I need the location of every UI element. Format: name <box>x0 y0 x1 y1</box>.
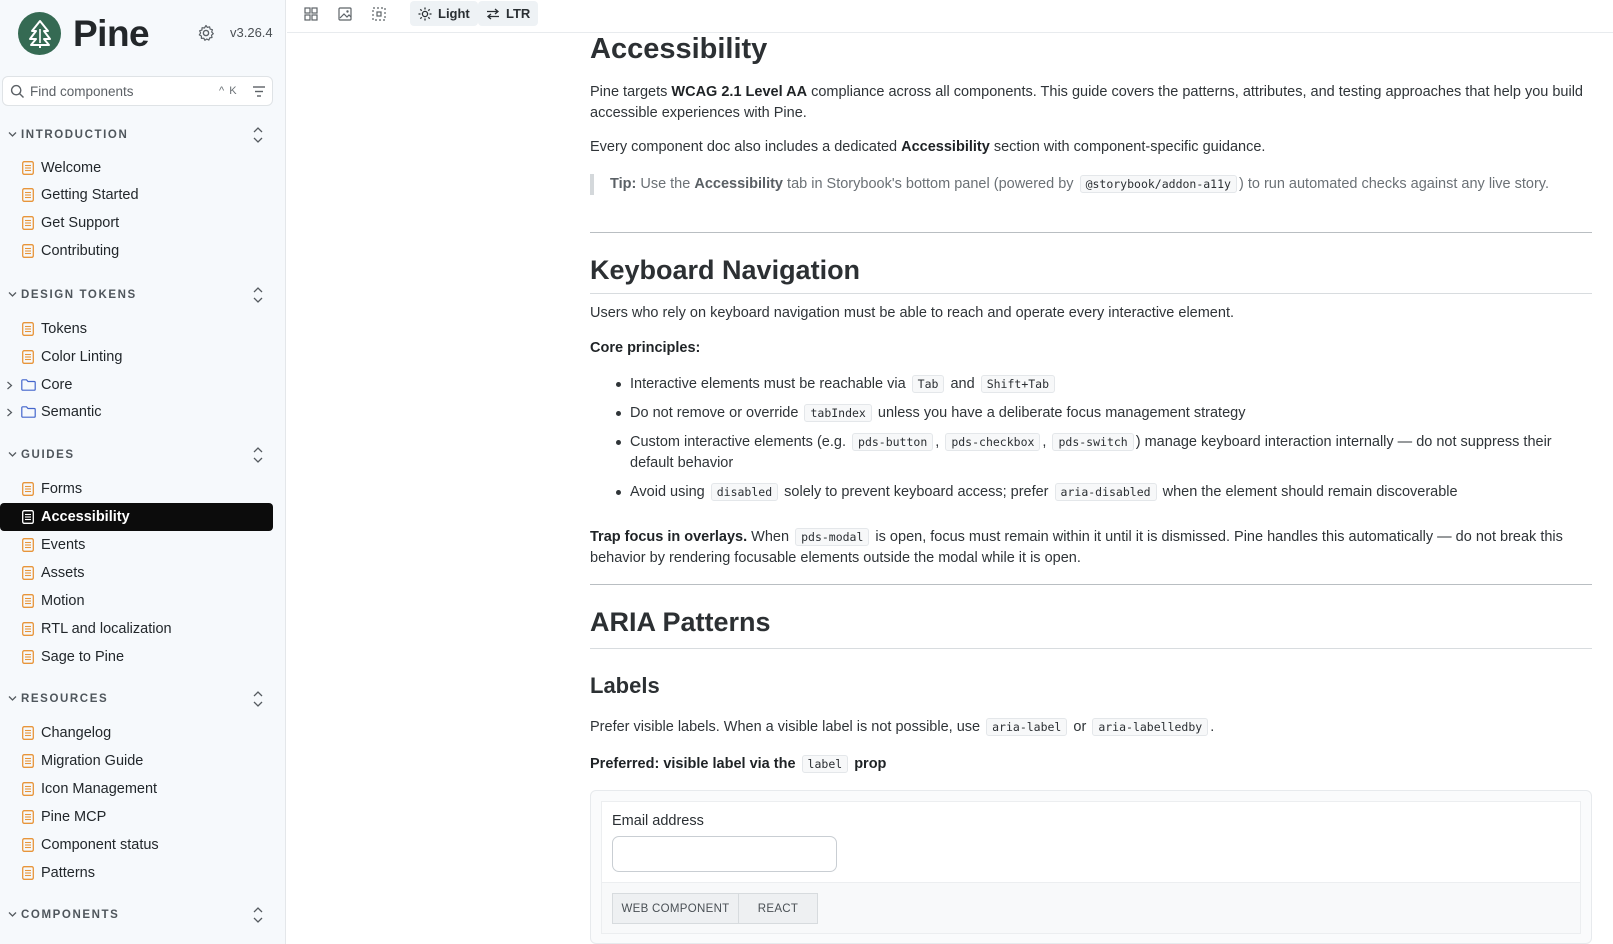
code-demo-panel <box>590 790 1592 944</box>
sidebar-item-get-support[interactable] <box>0 209 273 237</box>
search-icon <box>10 84 25 99</box>
section-title: RESOURCES <box>21 693 109 705</box>
image-icon[interactable] <box>337 6 353 22</box>
document-icon <box>22 350 34 364</box>
section-title: GUIDES <box>21 449 75 461</box>
page-title: Accessibility <box>590 33 768 65</box>
folder-icon <box>21 379 36 391</box>
section-design-tokens[interactable] <box>6 286 272 306</box>
chevron-down-icon <box>8 130 17 139</box>
document-icon <box>22 161 34 175</box>
list-item: Custom interactive elements (e.g. pds-button , pds-checkbox , pds-switch ) manage keyboard interaction internally — do not suppress their default behavior <box>630 432 1590 474</box>
trap-focus-paragraph: Trap focus in overlays. When pds-modal is open, focus must remain within it until it is dismissed. Pine handles this automatically — do not break this behavior by rendering focusable elements outside the modal while it is open. <box>590 529 1563 566</box>
document-icon <box>22 244 34 258</box>
sidebar-item-label: RTL and localization <box>41 621 172 637</box>
sidebar-item-label: Welcome <box>41 160 102 176</box>
tip-callout: Tip: Use the Accessibility tab in Storybook's bottom panel (powered by @storybook/addon-a11y ) to run automated checks against any live story. <box>590 174 1592 195</box>
sidebar-item-label: Events <box>41 537 86 553</box>
sidebar-item-color-linting[interactable] <box>0 343 273 371</box>
toolbar <box>287 0 1613 33</box>
sidebar-item-pine-mcp[interactable] <box>0 803 273 831</box>
heading-underline <box>590 293 1592 294</box>
section-title: INTRODUCTION <box>21 129 129 141</box>
sidebar-item-label: Get Support <box>41 215 120 231</box>
sidebar-item-events[interactable] <box>0 531 273 559</box>
list-item: Do not remove or override tabIndex unless you have a deliberate focus management strategy <box>630 403 1590 424</box>
document-icon <box>22 594 34 608</box>
sidebar-item-motion[interactable] <box>0 587 273 615</box>
labels-intro: Prefer visible labels. When a visible label is not possible, use aria-label or aria-labelledby . <box>590 719 1215 735</box>
email-field[interactable] <box>612 836 837 872</box>
sidebar-item-label: Sage to Pine <box>41 649 125 665</box>
sidebar-item-label: Migration Guide <box>41 753 144 769</box>
demo-code-tabs <box>601 882 1581 934</box>
filter-icon[interactable] <box>252 85 266 98</box>
document-icon <box>22 726 34 740</box>
sidebar <box>0 0 286 944</box>
version-label: v3.26.4 <box>230 25 273 40</box>
direction-label: LTR <box>506 6 531 21</box>
chevron-down-icon <box>8 290 17 299</box>
chevron-down-icon <box>8 450 17 459</box>
core-principles-label: Core principles: <box>590 340 701 356</box>
keyboard-intro: Users who rely on keyboard navigation must be able to reach and operate every interactive element. <box>590 305 1234 321</box>
sidebar-folder-semantic[interactable] <box>0 398 273 426</box>
document-icon <box>22 482 34 496</box>
section-divider <box>590 232 1592 233</box>
pine-tree-icon <box>18 12 61 55</box>
section-resources[interactable] <box>6 690 272 710</box>
document-icon <box>22 838 34 852</box>
document-icon <box>22 650 34 664</box>
expand-collapse-icon[interactable] <box>252 906 264 924</box>
aria-patterns-heading: ARIA Patterns <box>590 607 771 637</box>
sidebar-item-changelog[interactable] <box>0 719 273 747</box>
sidebar-item-label: Contributing <box>41 243 120 259</box>
sidebar-item-label: Accessibility <box>41 509 130 525</box>
sidebar-item-label: Component status <box>41 837 159 853</box>
demo-preview <box>601 801 1581 882</box>
sidebar-item-label: Color Linting <box>41 349 123 365</box>
sidebar-folder-core[interactable] <box>0 371 273 399</box>
sidebar-item-patterns[interactable] <box>0 859 273 887</box>
sidebar-item-label: Semantic <box>41 404 102 420</box>
sidebar-item-icon-management[interactable] <box>0 775 273 803</box>
gear-icon[interactable] <box>197 24 215 42</box>
list-item: Interactive elements must be reachable via Tab and Shift+Tab <box>630 374 1590 395</box>
labels-heading: Labels <box>590 673 660 698</box>
preferred-label: Preferred: visible label via the label prop <box>590 756 887 772</box>
document-icon <box>22 810 34 824</box>
expand-collapse-icon[interactable] <box>252 690 264 708</box>
document-icon <box>22 510 34 524</box>
sidebar-item-accessibility[interactable] <box>0 503 273 531</box>
heading-underline <box>590 648 1592 649</box>
sun-icon <box>418 7 432 21</box>
grid-icon[interactable] <box>303 6 319 22</box>
document-icon <box>22 566 34 580</box>
sidebar-item-label: Icon Management <box>41 781 158 797</box>
code-addon-a11y: @storybook/addon-a11y <box>1080 175 1237 193</box>
document-icon <box>22 538 34 552</box>
search-shortcut: ^ K <box>219 85 238 97</box>
sidebar-item-component-status[interactable] <box>0 831 273 859</box>
search-input[interactable] <box>2 76 273 106</box>
sidebar-item-contributing[interactable] <box>0 237 273 265</box>
tab-web-component[interactable]: WEB COMPONENT <box>612 893 739 924</box>
expand-collapse-icon[interactable] <box>252 286 264 304</box>
search-placeholder: Find components <box>30 84 134 99</box>
sidebar-item-label: Assets <box>41 565 85 581</box>
section-title: COMPONENTS <box>21 909 120 921</box>
document-icon <box>22 782 34 796</box>
sidebar-item-label: Tokens <box>41 321 87 337</box>
sidebar-item-forms[interactable] <box>0 475 273 503</box>
intro-paragraph: Pine targets WCAG 2.1 Level AA compliance across all components. This guide covers the patterns, attributes, and testing approaches that help you build accessible experiences with Pine. <box>590 84 1583 121</box>
folder-icon <box>21 406 36 418</box>
chevron-right-icon <box>6 381 13 390</box>
sidebar-item-label: Pine MCP <box>41 809 107 825</box>
section-guides[interactable] <box>6 446 272 466</box>
sidebar-item-label: Core <box>41 377 73 393</box>
intro-paragraph-2: Every component doc also includes a dedicated Accessibility section with component-specific guidance. <box>590 139 1266 155</box>
sidebar-item-label: Changelog <box>41 725 112 741</box>
sidebar-item-getting-started[interactable] <box>0 181 273 209</box>
expand-collapse-icon[interactable] <box>252 126 264 144</box>
chevron-down-icon <box>8 694 17 703</box>
core-principles-list <box>630 374 1590 511</box>
chevron-right-icon <box>6 408 13 417</box>
sidebar-item-sage-to-pine[interactable] <box>0 643 273 671</box>
document-icon <box>22 866 34 880</box>
document-icon <box>22 322 34 336</box>
sidebar-item-welcome[interactable] <box>0 154 273 182</box>
list-item: Avoid using disabled solely to prevent keyboard access; prefer aria-disabled when the element should remain discoverable <box>630 482 1590 503</box>
section-components[interactable] <box>6 906 272 926</box>
sidebar-item-label: Patterns <box>41 865 95 881</box>
email-field-label: Email address <box>612 813 704 829</box>
sidebar-item-assets[interactable] <box>0 559 273 587</box>
expand-collapse-icon[interactable] <box>252 446 264 464</box>
sidebar-item-migration-guide[interactable] <box>0 747 273 775</box>
swap-arrows-icon <box>486 8 500 20</box>
direction-toggle-button[interactable] <box>478 1 538 26</box>
outline-icon[interactable] <box>371 6 387 22</box>
brand[interactable] <box>18 12 149 55</box>
brand-name: Pine <box>73 12 150 54</box>
chevron-down-icon <box>8 910 17 919</box>
document-icon <box>22 622 34 636</box>
theme-toggle-button[interactable] <box>410 1 478 26</box>
sidebar-item-rtl-localization[interactable] <box>0 615 273 643</box>
tab-react[interactable]: REACT <box>738 893 818 924</box>
section-introduction[interactable] <box>6 126 272 146</box>
sidebar-item-tokens[interactable] <box>0 315 273 343</box>
section-divider <box>590 584 1592 585</box>
document-icon <box>22 216 34 230</box>
sidebar-item-label: Motion <box>41 593 85 609</box>
sidebar-item-label: Getting Started <box>41 187 139 203</box>
theme-label: Light <box>438 6 470 21</box>
document-icon <box>22 754 34 768</box>
section-title: DESIGN TOKENS <box>21 289 137 301</box>
document-icon <box>22 188 34 202</box>
keyboard-navigation-heading: Keyboard Navigation <box>590 255 861 285</box>
sidebar-item-label: Forms <box>41 481 83 497</box>
